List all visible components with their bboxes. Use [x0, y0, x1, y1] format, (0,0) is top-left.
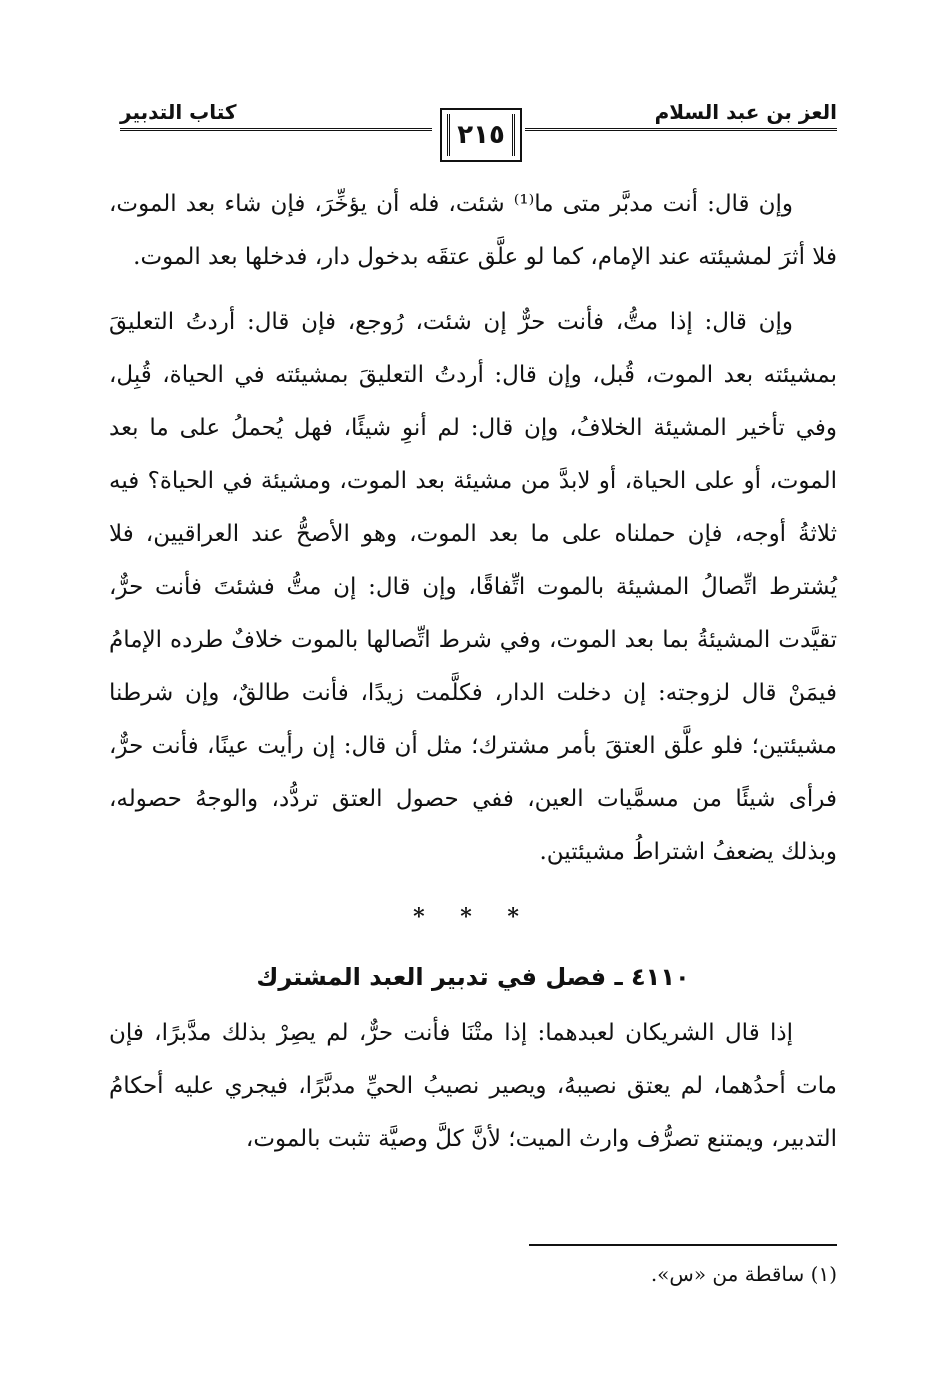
footnote-1: (١) ساقطة من «س».: [650, 1262, 837, 1286]
paragraph-2: وإن قال: إذا متُّ، فأنت حرٌّ إن شئت، رُوجع، فإن قال: أردتُ التعليقَ بمشيئته بعد الموت، قُبل، وإن قال: أردتُ التعليقَ بمشيئته في الحياة، قُبِل، وفي تأخير المشيئة الخلافُ، وإن قال: لم أنوِ شيئًا، فهل يُحملُ على ما بعد الموت، أو على الحياة، أو لابدَّ من مشيئة بعد الموت، ومشيئة في الحياة؟ فيه ثلاثةُ أوجه، فإن حملناه على ما بعد الموت، وهو الأصحُّ عند العراقيين، فلا يُشترط اتِّصالُ المشيئة بالموت اتِّفاقًا، وإن قال: إن متُّ فشئتَ فأنت حرٌّ، تقيَّدت المشيئةُ بما بعد الموت، وفي شرط اتِّصالها بالموت خلافٌ طرده الإمامُ فيمَنْ قال لزوجته: إن دخلت الدار، فكلَّمت زيدًا، فأنت طالقٌ، وإن شرطنا مشيئتين؛ فلو علَّق العتقَ بأمر مشترك؛ مثل أن قال: إن رأيت عينًا، فأنت حرٌّ، فرأى شيئًا من مسمَّيات العين، ففي حصول العتق تردُّد، والوجهُ حصوله، وبذلك يضعفُ اشتراطُ مشيئتين.: [109, 309, 837, 865]
main-text: [109, 178, 837, 1166]
running-header-author: العز بن عبد السلام: [654, 100, 837, 124]
section-title: ٤١١٠ ـ فصل في تدبير العبد المشترك: [256, 963, 690, 991]
page-number-text: ٢١٥: [457, 120, 505, 150]
paragraph-1: وإن قال: أنت مدبَّر متى ما⁽¹⁾ شئت، فله أن يؤخِّرَ، فإن شاء بعد الموت، فلا أثرَ لمشيئته عند الإمام، كما لو علَّق عتقَه بدخول دار، فدخلها بعد الموت.: [109, 191, 837, 270]
section-paragraph: إذا قال الشريكان لعبدهما: إذا متْنَا فأنت حرٌّ، لم يصِرْ بذلك مدَّبرًا، فإن مات أحدُهما، لم يعتق نصيبهُ، ويصير نصيبُ الحيِّ مدبَّرًا، فيجري عليه أحكامُ التدبير، ويمتنع تصرُّف وارث الميت؛ لأنَّ كلَّ وصيَّة تثبت بالموت،: [109, 1020, 837, 1152]
footnote-rule: [529, 1244, 837, 1246]
header-rule-right: [525, 128, 837, 131]
section-separator: * * *: [413, 904, 533, 930]
header-rule-left: [120, 128, 432, 131]
page-number: [440, 108, 522, 162]
running-header-section: كتاب التدبير: [120, 100, 237, 124]
